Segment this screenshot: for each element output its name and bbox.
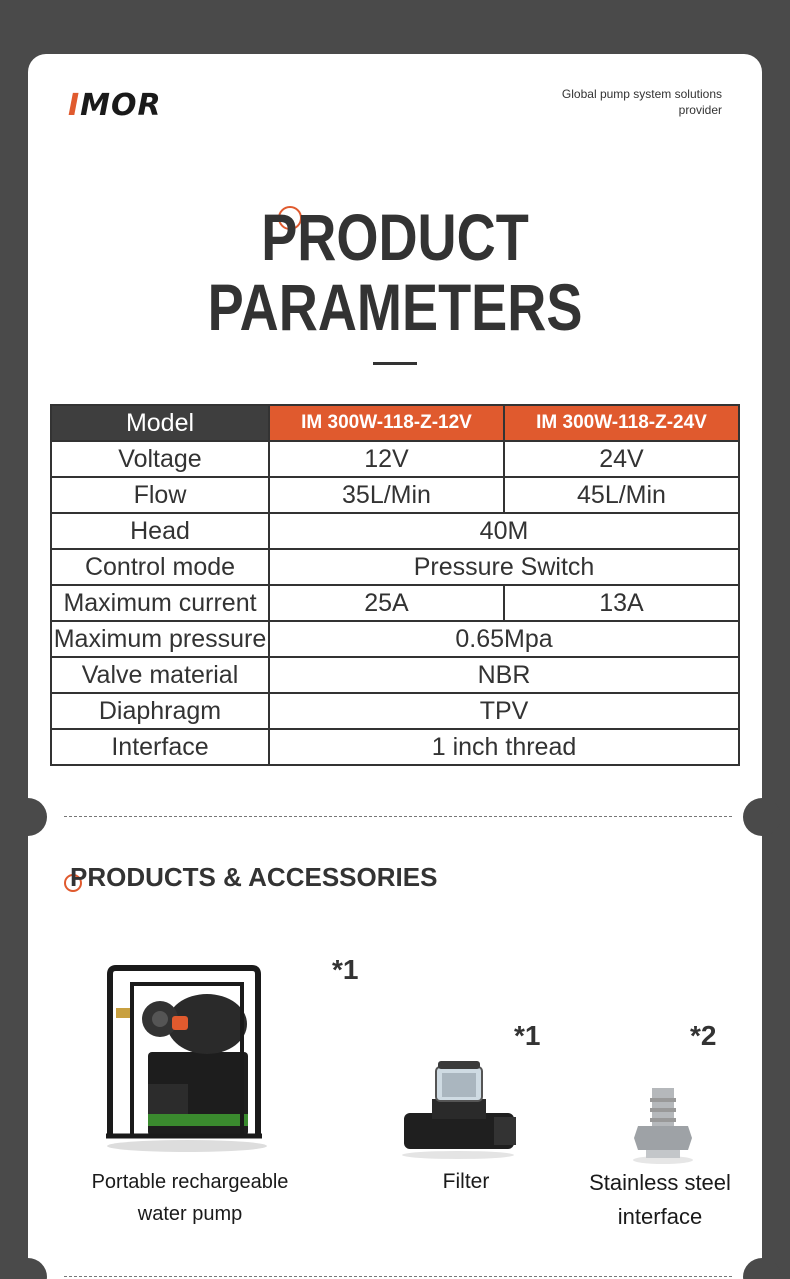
brand-tagline: Global pump system solutions provider <box>561 87 722 117</box>
row-label: Control mode <box>51 549 269 585</box>
brand-logo: IMOR <box>68 88 162 123</box>
row-value: NBR <box>269 657 739 693</box>
filter-caption: Filter <box>442 1170 490 1193</box>
filter-icon <box>398 1059 518 1159</box>
table-row <box>51 441 739 477</box>
table-row <box>51 549 739 585</box>
hose-connector-icon <box>628 1084 698 1164</box>
card-notch-left <box>9 798 47 836</box>
content-card <box>28 54 762 1279</box>
table-row <box>51 513 739 549</box>
card-notch-left <box>9 1258 47 1279</box>
steel-interface-caption: Stainless steel interface <box>589 1170 731 1229</box>
row-value: TPV <box>269 693 739 729</box>
title-divider <box>373 362 417 365</box>
table-header-row <box>51 405 739 441</box>
filter-quantity: *1 <box>514 1020 541 1051</box>
row-label: Head <box>51 513 269 549</box>
water-pump-icon <box>102 964 272 1154</box>
pump-quantity: *1 <box>332 954 359 985</box>
row-label: Voltage <box>51 441 269 477</box>
accessories-title: PRODUCTS & ACCESSORIES <box>70 862 438 892</box>
parameters-table <box>50 404 740 766</box>
table-row <box>51 729 739 765</box>
row-value: 12V <box>269 441 504 477</box>
table-header-model-24v: IM 300W-118-Z-24V <box>504 405 739 441</box>
row-label: Interface <box>51 729 269 765</box>
card-notch-right <box>743 798 781 836</box>
table-row <box>51 477 739 513</box>
table-header-model: Model <box>51 405 269 441</box>
row-value: 0.65Mpa <box>269 621 739 657</box>
section-title-line1: PRODUCT <box>261 200 529 274</box>
row-label: Maximum current <box>51 585 269 621</box>
row-value: Pressure Switch <box>269 549 739 585</box>
dashed-divider <box>64 816 732 817</box>
table-row <box>51 693 739 729</box>
row-label: Maximum pressure <box>51 621 269 657</box>
pump-caption: Portable rechargeable water pump <box>91 1171 289 1225</box>
row-value: 24V <box>504 441 739 477</box>
table-row <box>51 657 739 693</box>
table-row <box>51 585 739 621</box>
row-value: 45L/Min <box>504 477 739 513</box>
row-value: 35L/Min <box>269 477 504 513</box>
dashed-divider <box>64 1276 732 1277</box>
card-notch-right <box>743 1258 781 1279</box>
row-label: Flow <box>51 477 269 513</box>
section-title-line2: PARAMETERS <box>207 270 583 344</box>
row-value: 1 inch thread <box>269 729 739 765</box>
row-value: 13A <box>504 585 739 621</box>
row-value: 40M <box>269 513 739 549</box>
table-row <box>51 621 739 657</box>
table-header-model-12v: IM 300W-118-Z-12V <box>269 405 504 441</box>
steel-interface-quantity: *2 <box>690 1020 717 1051</box>
row-label: Diaphragm <box>51 693 269 729</box>
row-label: Valve material <box>51 657 269 693</box>
row-value: 25A <box>269 585 504 621</box>
